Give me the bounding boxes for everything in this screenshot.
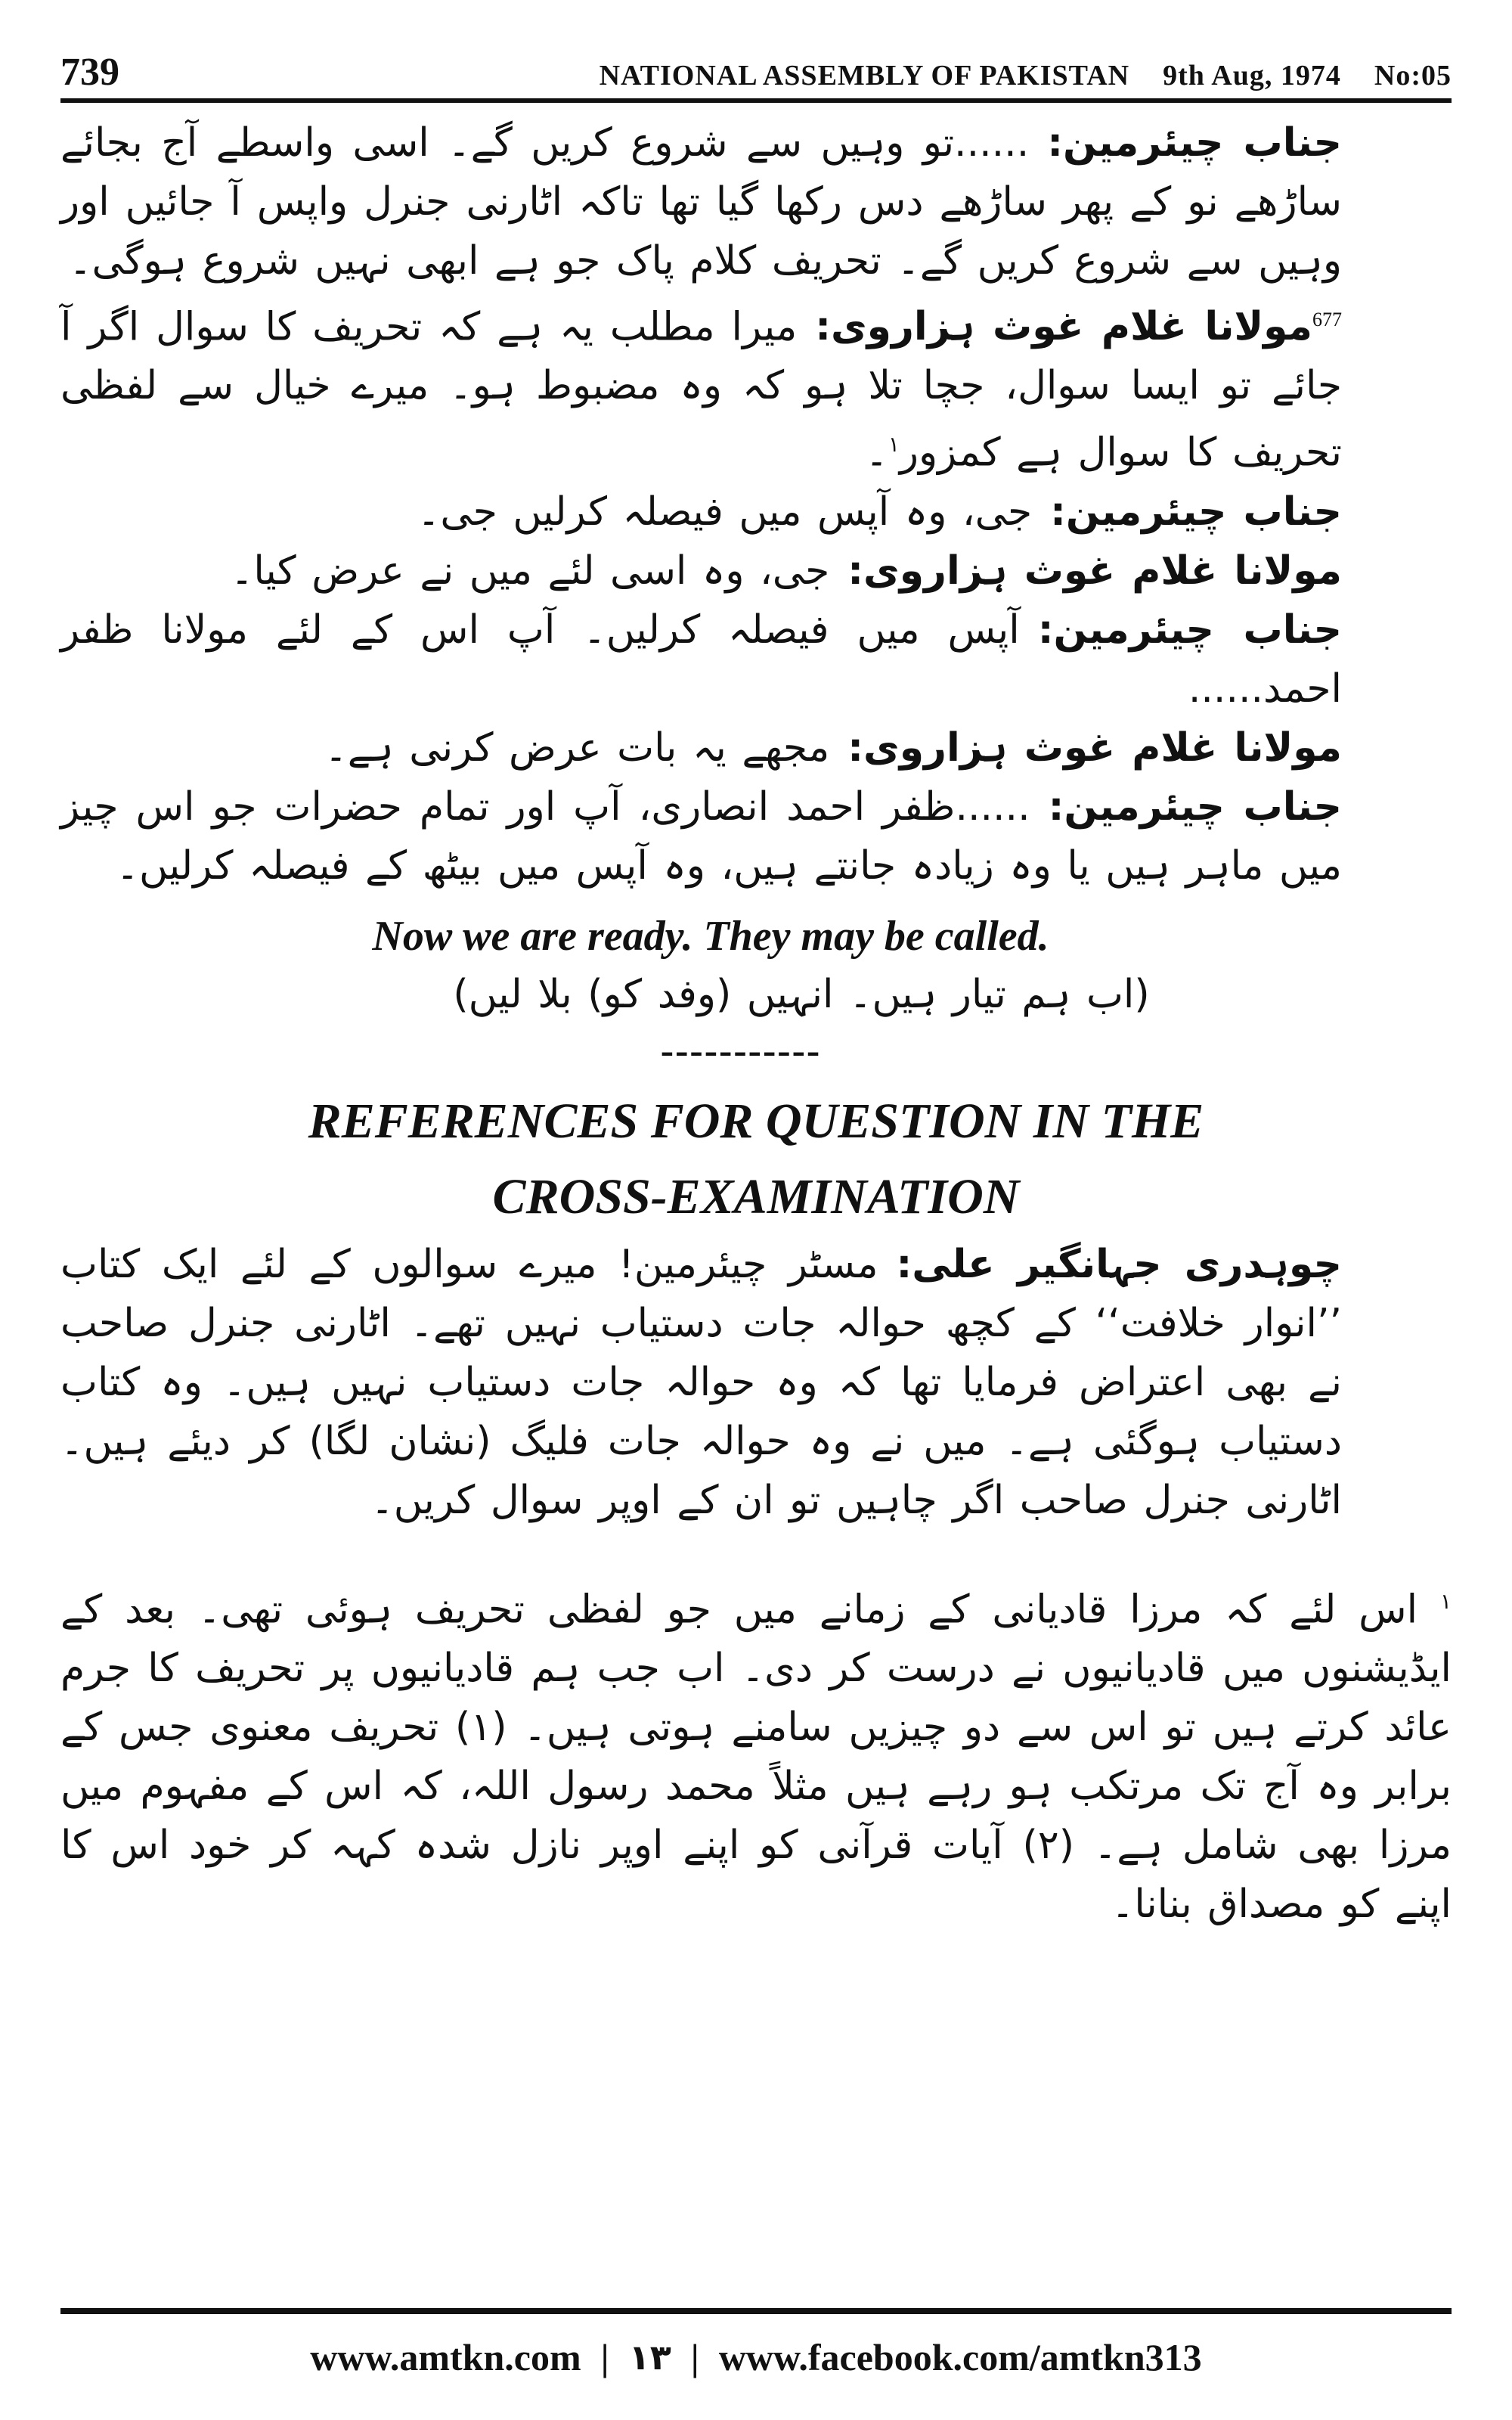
footer-rule [60, 2308, 1452, 2314]
footnote-marker: ۱ [1439, 1588, 1452, 1614]
speaker-name: جناب چیئرمین: [1050, 489, 1342, 535]
footnote-text: اس لئے کہ مرزا قادیانی کے زمانے میں جو لفظی تحریف ہوئی تھی۔ بعد کے ایڈیشنوں میں قادیانیوں نے درست کر دی۔ اب جب ہم قادیانیوں پر تحریف کا جرم عائد کرتے ہیں تو اس سے دو چیزیں سامنے ہوتی ہیں۔ (۱) تحریف معنوی جس کے برابر وہ آج تک مرتکب ہو رہے ہیں مثلاً محمد رسول اللہ، کہ اس کے مفہوم میں مرزا بھی شامل ہے۔ (۲) آیات قرآنی کو اپنے اوپر نازل شدہ کہہ کر خود اس کا اپنے کو مصداق بنانا۔ [60, 1586, 1452, 1927]
urdu-translation: (اب ہم تیار ہیں۔ انہیں (وفد کو) بلا لیں) [453, 971, 1150, 1017]
speech-text: میرا مطلب یہ ہے کہ تحریف کا سوال اگر آ جائے تو ایسا سوال، جچا تلا ہو کہ وہ مضبوط ہو۔ میرے خیال سے لفظی تحریف کا سوال ہے کمزور [60, 304, 1342, 476]
issue-number: No:05 [1374, 60, 1452, 92]
speech-text: ......تو وہیں سے شروع کریں گے۔ اسی واسطے آج بجائے ساڑھے نو کے پھر ساڑھے دس رکھا گیا تھا تاکہ اٹارنی جنرل واپس آ جائیں اور وہیں سے شروع کریں گے۔ تحریف کلام پاک جو ہے ابھی نہیں شروع ہوگی۔ [60, 120, 1342, 284]
speaker-name: مولانا غلام غوث ہزاروی: [815, 304, 1312, 350]
assembly-name: NATIONAL ASSEMBLY OF PAKISTAN [599, 60, 1130, 92]
running-head [566, 59, 1452, 92]
folio-number: ۱۳ [628, 2337, 671, 2378]
facebook-link[interactable]: www.facebook.com/amtkn313 [718, 2336, 1202, 2378]
dialogue-paragraph [60, 718, 1452, 777]
footnote [60, 1572, 1452, 1934]
session-date: 9th Aug, 1974 [1163, 60, 1341, 92]
speech-text: جی، وہ اسی لئے میں نے عرض کیا۔ [230, 548, 830, 594]
speaker-name: جناب چیئرمین: [1037, 607, 1343, 653]
speech-text: مجھے یہ بات عرض کرنی ہے۔ [324, 724, 830, 771]
speech-text: ......ظفر احمد انصاری، آپ اور تمام حضرات جو اس چیز میں ماہر ہیں یا وہ زیادہ جانتے ہیں، وہ آپس میں بیٹھ کے فیصلہ کرلیں۔ [60, 783, 1342, 889]
page-body [60, 113, 1452, 1934]
dialogue-paragraph [60, 541, 1452, 600]
english-statement: Now we are ready. They may be called. [372, 912, 1049, 960]
section-heading-line-1: REFERENCES FOR QUESTION IN THE [308, 1093, 1204, 1149]
references-paragraph [60, 1235, 1452, 1530]
speaker-name: مولانا غلام غوث ہزاروی: [847, 724, 1342, 771]
speech-text: جی، وہ آپس میں فیصلہ کرلیں جی۔ [417, 489, 1033, 535]
speaker-name: چوہدری جہانگیر علی: [896, 1241, 1342, 1287]
speaker-name: جناب چیئرمین: [1047, 120, 1342, 166]
speech-text: آپس میں فیصلہ کرلیں۔ آپ اس کے لئے مولانا ظفر احمد...... [60, 607, 1342, 712]
website-link[interactable]: www.amtkn.com [310, 2336, 581, 2378]
dialogue-paragraph [60, 482, 1452, 541]
section-heading-line-2: CROSS-EXAMINATION [492, 1168, 1020, 1224]
dialogue-paragraph [60, 113, 1452, 290]
dialogue-paragraph [60, 600, 1452, 718]
footer-divider: | [600, 2336, 609, 2378]
page-footer [60, 2323, 1452, 2391]
footnote-marker: ۱ [888, 432, 900, 458]
speech-text: مسٹر چیئرمین! میرے سوالوں کے لئے ایک کتاب ’’انوار خلافت‘‘ کے کچھ حوالہ جات دستیاب نہیں تھے۔ اٹارنی جنرل صاحب نے بھی اعتراض فرمایا تھا کہ وہ حوالہ جات دستیاب نہیں ہیں۔ وہ کتاب دستیاب ہوگئی ہے۔ میں نے وہ حوالہ جات فلیگ (نشان لگا) کر دیئے ہیں۔ اٹارنی جنرل صاحب اگر چاہیں تو ان کے اوپر سوال کریں۔ [60, 1241, 1342, 1523]
page-number: 739 [60, 51, 119, 94]
dialogue-paragraph [60, 777, 1452, 895]
header-rule [60, 98, 1452, 103]
footer-divider: | [690, 2336, 699, 2378]
note-reference: 677 [1312, 309, 1342, 330]
speaker-name: جناب چیئرمین: [1048, 783, 1342, 830]
page-header [60, 32, 1452, 92]
footnote-paragraph [60, 1572, 1452, 1934]
speaker-name: مولانا غلام غوث ہزاروی: [847, 548, 1342, 594]
dialogue-paragraph: $^{677}$مولانا غلام غوث ہزاروی:میرا مطلب یہ ہے کہ تحریف کا سوال اگر آ جائے تو ایسا سوال، جچا تلا ہو کہ وہ مضبوط ہو۔ میرے خیال سے لفظی تحریف کا سوال ہے کمزور$^۱$۔ [60, 304, 1342, 476]
section-separator: ----------- [660, 1028, 822, 1072]
